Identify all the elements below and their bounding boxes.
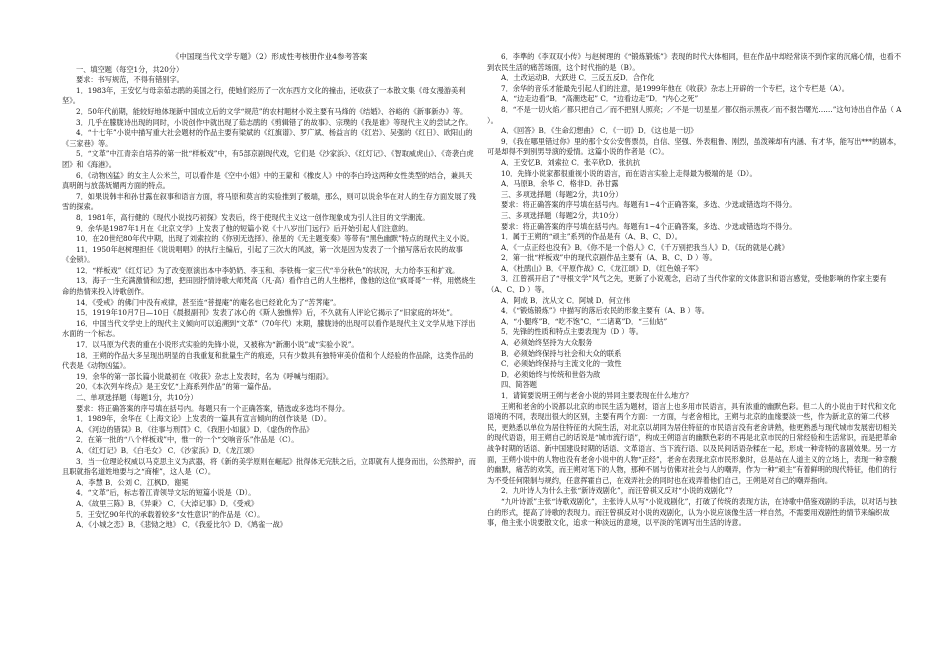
text-line: 5．“文革”中江青亲自培养的第一批“样板戏”中，有5部京剧现代戏，它们是《沙家浜》、《红灯记》、《智取威虎山》、《奇袭白虎团》和《海港》。 — [62, 149, 474, 169]
text-line: 18．王朔的作品大多呈现出明显的自我重复和批量生产的痕迹，只有少数具有独特审美价值和个人经验的作品除，这类作品的代表是《动物凶猛》。 — [62, 350, 474, 371]
text-line: 12．“样板戏”《红灯记》为了改变原演出本中李奶奶、李玉和、李铁梅一家三代“半分秋色”的状况，大力给李玉和扩戏。 — [76, 265, 460, 275]
text-line: 要求：将正确答案的序号填在括号内。每题只有一个正确答案，错选或多选均不得分。 — [76, 403, 350, 413]
text-line: 14．《受戒》的佛门中没有戒律，甚至连“菩提庵”的庵名也已经讹化为了“苦荠庵”。 — [76, 297, 341, 307]
text-line: 2．在第一批的“八个样板戏”中，惟一的一个“交响音乐”作品是（C）。 — [76, 435, 299, 445]
text-line: 三、多项选择题（每题2分，共10分） — [501, 189, 623, 199]
text-line: 3．几乎在朦胧诗出现的同时，小说创作中就出现了茹志鹃的《剪辑错了的故事》、宗璞的《我是谁》等现代主义的尝试之作。 — [76, 117, 473, 127]
text-line: 1．1989年，余华在《上海文论》上发表的一篇具有宣言倾向的创作谈是（D）。 — [76, 414, 332, 424]
text-line: 10．先锋小说家都很重视小说的语言，而在语言实验上走得最为极端的是（D）。 — [501, 168, 757, 178]
text-line: B．必须始终保持与社会和大众的联系 — [501, 348, 622, 358]
text-line: 17．以马原为代表的重在小说形式实验的先锋小说，又被称为“新潮小说”或“实验小说”。 — [76, 340, 359, 350]
right-column-text — [487, 52, 902, 529]
text-line: 16．中国当代文学史上的现代主义倾向可以追溯到“文革”（70年代）末期，朦胧诗的出现可以看作是现代主义文学从地下浮出水面的一个标志。 — [62, 318, 476, 339]
text-line: A．《红灯记》B．《白毛女》 C．《沙家浜》D．《龙江颂》 — [76, 445, 259, 455]
text-line: 一、填空题（每空1分，共20分） — [76, 64, 184, 74]
right-column — [487, 52, 902, 529]
text-line: 王朔和老舍的小说都以北京的市民生活为题材，语言上也多用市民语言，具有浓重的幽默色彩。但二人的小说由于时代和文化语境的不同，表现出很大的区别，主要有两个方面：一方面，与老舍相比，王朔与北京的血缘要淡一些，作为新北京的第二代移民，更熟悉以单位为居住特征的大院生活，对北京以胡同为居住特征的市民语言没有老舍讲熟，他更熟悉与现代城市发展密切相关的现代语语，用王朔自己的话说是“城市流行语”，构成王朔语言的幽默色彩的不再是北京市民的日常经验和生活常识，而是把革命战争时期的话语、新中国建设时期的话语、文革语言、当下流行语、以及民间话语杂糅在一起，形成一种奇特的喜剧效果。另一方面，王朔小说中的人物也没有老舍小说中的人物“正经”，老舍在表现北京市民形象时，总是站在人道主义的立场上，表现一种幸酸的幽默，痛苦的欢笑，而王朔对笔下的人物，那种不屑与仿佛对社会与人的嘲弄，作为一种“顽主”有着鲜明的现代特征，他们的行为不受任何限制与规约，任意挥霍自己，在戏弄社会的同时也在戏弄着他们自己，王朔是对自己的嘲弄指向。 — [487, 401, 897, 485]
text-line: 5．王安忆90年代的承载着较多“女性意识”的作品是（C）。 — [76, 509, 265, 519]
text-line: A．马原B．余华 C．格非D．孙甘露 — [501, 179, 619, 189]
text-line: 10．在20世纪80年代中期，出现了刘索拉的《你别无选择》、徐星的《无主题变奏》等带有“黑色幽默”特点的现代主义小说。 — [76, 234, 474, 244]
text-line: A．“边走边看”B．“高潮迭起” C．“边看边走”D．“内心之死” — [501, 94, 699, 104]
text-line: A．王安忆B．刘索拉 C．张辛欣D．张抗抗 — [501, 157, 641, 167]
text-line: A．《小城之恋》B．《悲恸之地》 C．《我爱比尔》D．《鸠雀一战》 — [76, 520, 287, 530]
text-line: 13．海子一生充满激情和幻想，把田园抒情诗歌大师梵高（凡·高）看作自己的人生楷样，像他的这位“疯哥哥”一样，用燃烧生命的热情来投入诗歌创作。 — [62, 276, 476, 297]
text-line: 要求：将正确答案的序号填在括号内。每题有1~4个正确答案，多选、少选或错选均不得分。 — [501, 221, 797, 231]
text-line: D．必须始终与传统和世俗为敌 — [501, 369, 601, 379]
text-line: 2．50年代前期，能较好地体现新中国成立后的文学“规范”的农村题材小说主要有马烽的《结婚》、谷峪的《新事新办》等。 — [76, 106, 468, 116]
text-line: A．《杜鹃山》B．《平原作战》C．《龙江颂》D．《红色娘子军》 — [501, 263, 703, 273]
text-line: 4．“十七年”小说中描写重大社会题材的作品主要有梁斌的《红旗谱》、罗广斌、杨益言的《红岩》、吴强的《红日》、欧阳山的《三家巷》等。 — [62, 128, 473, 148]
text-line: 7．余华的音乐才能最先引起人们的注意，是1999年他在《收获》杂志上开辟的一个专栏，这个专栏是（A）。 — [501, 83, 849, 93]
text-line: 2．九叶诗人为什么主张“新诗戏剧化”，而汪曾祺又反对“小说的戏剧化”？ — [501, 486, 736, 496]
text-line: 3．当一位理论权威以马克思主义为武器，将《新的美学原则在崛起》批得体无完肤之后，立即就有人提身而出，公然辩护，而且职就指名道姓地要与之“商榷”，这人是（C）。 — [62, 456, 476, 477]
text-line: 15．1919年10月7日—10日《晨报副刊》发表了冰心的《斯人独憔悴》后，不久就有人评论它揭示了“旧家庭的坏处”。 — [76, 308, 458, 318]
text-line: 6．《动物凶猛》的女主人公米兰，可以看作是《空中小姐》中的王蒙和《橡皮人》中的李白玲这两种女性类型的结合，兼具天真明朗与放荡妩媚两方面的特点。 — [62, 170, 473, 191]
text-line: A．李慧 B．公刘 C．江枫D．谢冕 — [76, 477, 189, 487]
text-line: A．阿成 B．沈从文 C．阿城 D．何立伟 — [501, 295, 631, 305]
text-line: 7．如果说韩丰和孙甘露在叙事和语言方面，将马原和莫言的实验推到了极端，那么，则可以说余华在对人的生存方面发展了残雪的探索。 — [62, 191, 476, 212]
text-line: 要求：书写规范，不得有错别字。 — [76, 75, 184, 85]
text-line: 1．1983年，王安忆与母亲茹志鹃的美国之行，使她们经历了一次东西方文化的撞击，还收获了一本散文集《母女漫游美利坚》。 — [62, 85, 466, 106]
text-line: 3．江曾祺开启了“寻根文学”风气之先，更新了小说观念，启动了当代作家的文体意识和语言感觉，受他影响的作家主要有（A、C、D ）等。 — [487, 274, 887, 295]
text-line: C．必须始终保持与主流文化的一致性 — [501, 359, 622, 369]
text-line: 6．李準的《李双双小传》与赵树理的《“锻炼锻炼”》表现的时代大体相同，但在作品中却经常读不到作家的沉痛心情，也看不到农民生活的痛苦场面，这个时代指的是（B）。 — [487, 52, 902, 72]
text-line: A．必须始终坚持为大众服务 — [501, 338, 593, 348]
text-line: 19．余华的第一部长篇小说最初在《收获》杂志上发表时，名为《呼喊与细雨》。 — [76, 371, 334, 381]
text-line: A．土改运动B．大跃进 C．三反五反D．合作化 — [501, 73, 655, 83]
text-line: 5．先锋的性质和特点主要表现为（D ）等。 — [501, 327, 643, 337]
text-line: 要求：将正确答案的序号填在括号内。每题有1~4个正确答案，多选、少选或错选均不得分。 — [501, 200, 797, 210]
text-line: 1．请简要说明王朔与老舍小说的异同主要表现在什么地方？ — [501, 391, 693, 400]
left-column — [62, 52, 477, 531]
text-line: 四、简答题 — [501, 380, 537, 390]
text-line: 2．第一批“样板戏”中的现代京剧作品主要有（A、B、C、D ）等。 — [501, 253, 717, 263]
text-line: A．《故里三陈》B．《异秉》 C．《大淖记事》D．《受戒》 — [76, 498, 259, 508]
text-line: 三、多项选择题（每题2分，共10分） — [501, 210, 623, 220]
text-line: 8．“不是一切火焰／都只把自己／而不把别人照亮；／不是一切星星／都仅指示黑夜／而不报告曙光……”这句诗出自作品（ A ）。 — [487, 104, 902, 125]
text-line: 20．《本次列车终点》是王安忆“上海系列作品”的第一篇作品。 — [76, 382, 276, 392]
text-line: 1．属于王朔的“顽主”系列的作品是有（A、B、C、D）。 — [501, 232, 682, 242]
text-line: A．《河边的错误》B．《往事与刑罚》C．《我胆小如鼠》D．《虚伪的作品》 — [76, 424, 314, 434]
text-line: A．《一点正经也没有》B．《你不是一个俗人》C．《千万别把我当人》D．《玩的就是心跳》 — [501, 242, 789, 252]
text-line: A．《回答》B．《生命幻想曲》 C．《一切》D．《这也是一切》 — [501, 126, 698, 136]
text-line: 4．《“锻炼锻炼”》中描写的落后农民的形象主要有（A、B ）等。 — [501, 306, 709, 316]
text-line: 二、单项选择题（每题1分，共10分） — [76, 393, 198, 402]
text-line: 4．“文革”后，标志着江青领导文坛的短篇小说是（D）。 — [76, 488, 256, 498]
text-line: “九叶诗派”主张“诗歌戏剧化”，主张诗人从写“小说戏剧化”，打破了传统的表现方法，在诗歌中借鉴戏剧的手法，以对话与独白的形式，提高了诗歌的表现力。而汪曾祺反对小说的戏剧化，认为小说应该像生活一样自然，不需要用戏剧性的情节来编织故事，他主张小说要散文化，追求一种淡远的意境，以平淡的笔调写出生活的诗意。 — [487, 496, 897, 528]
document-title: 《中国现当代文学专题》（2）形成性考核册作业4参考答案 — [171, 52, 368, 61]
text-line: 9．余华是1987年1月在《北京文学》上发表了他的短篇小说《十八岁出门远行》后开始引起人们注意的。 — [76, 223, 413, 233]
text-line: 8．1981年，高行健的《现代小说技巧初探》发表后，终于使现代主义这一创作现象成为引人注目的文学潮流。 — [76, 212, 430, 222]
left-column-text — [62, 65, 477, 531]
text-line: 9．《我在哪里错过你》里的那个女公安售票员，自信、坚强、外表粗鲁、刚烈，虽泼辣却有内涵、有才华，能写出***的剧本，可是却得不到别男导演的爱情。这篇小说的作者是（C）。 — [487, 136, 901, 157]
text-line: 11．1950年赵树理担任《说说唱唱》的执行主编后，引起了三次大的风波，第一次是因为发表了一个描写落后农民的故事《金锁》。 — [62, 244, 463, 265]
text-line: A．“小腿疼”B．“吃不饱”C．“二诸葛”D．“三仙姑” — [501, 316, 668, 326]
